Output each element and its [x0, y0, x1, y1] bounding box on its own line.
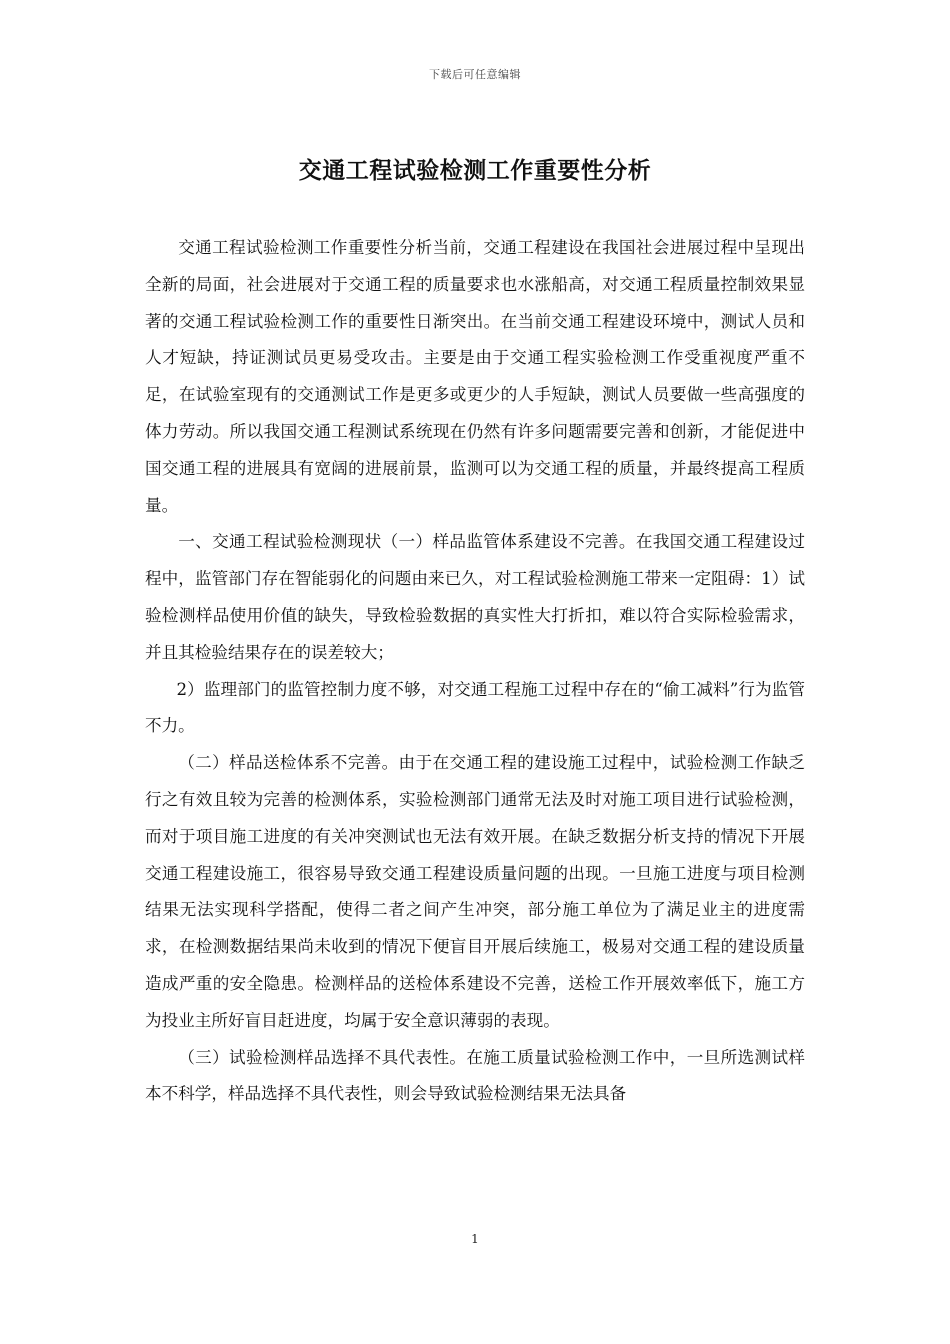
paragraph-section-2: （二）样品送检体系不完善。由于在交通工程的建设施工过程中，试验检测工作缺乏行之有效且较为完善的检测体系，实验检测部门通常无法及时对施工项目进行试验检测，而对于项目施工进度的有关冲突测试也无法有效开展。在缺乏数据分析支持的情况下开展交通工程建设施工，很容易导致交通工程建设质量问题的出现。一旦施工进度与项目检测结果无法实现科学搭配，使得二者之间产生冲突，部分施工单位为了满足业主的进度需求，在检测数据结果尚未收到的情况下便盲目开展后续施工，极易对交通工程的建设质量造成严重的安全隐患。检测样品的送检体系建设不完善，送检工作开展效率低下，施工方为投业主所好盲目赶进度，均属于安全意识薄弱的表现。 [145, 753, 805, 1030]
document-title: 交通工程试验检测工作重要性分析 [298, 158, 652, 184]
paragraph-item-2: 2）监理部门的监管控制力度不够，对交通工程施工过程中存在的“偷工减料”行为监管不力。 [145, 679, 805, 736]
page-number: 1 [471, 1232, 479, 1246]
header-note: 下载后可任意编辑 [429, 68, 521, 81]
paragraph-section-3: （三）试验检测样品选择不具代表性。在施工质量试验检测工作中，一旦所选测试样本不科学，样品选择不具代表性，则会导致试验检测结果无法具备 [145, 1047, 805, 1104]
document-body [145, 230, 805, 1113]
paragraph-section-1: 一、交通工程试验检测现状（一）样品监管体系建设不完善。在我国交通工程建设过程中，监管部门存在智能弱化的问题由来已久，对工程试验检测施工带来一定阻碍：1）试验检测样品使用价值的缺失，导致检验数据的真实性大打折扣，难以符合实际检验需求，并且其检验结果存在的误差较大； [145, 532, 805, 662]
paragraph-intro: 交通工程试验检测工作重要性分析当前，交通工程建设在我国社会进展过程中呈现出全新的局面，社会进展对于交通工程的质量要求也水涨船高，对交通工程质量控制效果显著的交通工程试验检测工作的重要性日渐突出。在当前交通工程建设环境中，测试人员和人才短缺，持证测试员更易受攻击。主要是由于交通工程实验检测工作受重视度严重不足，在试验室现有的交通测试工作是更多或更少的人手短缺，测试人员要做一些高强度的体力劳动。所以我国交通工程测试系统现在仍然有许多问题需要完善和创新，才能促进中国交通工程的进展具有宽阔的进展前景，监测可以为交通工程的质量，并最终提高工程质量。 [145, 238, 805, 515]
